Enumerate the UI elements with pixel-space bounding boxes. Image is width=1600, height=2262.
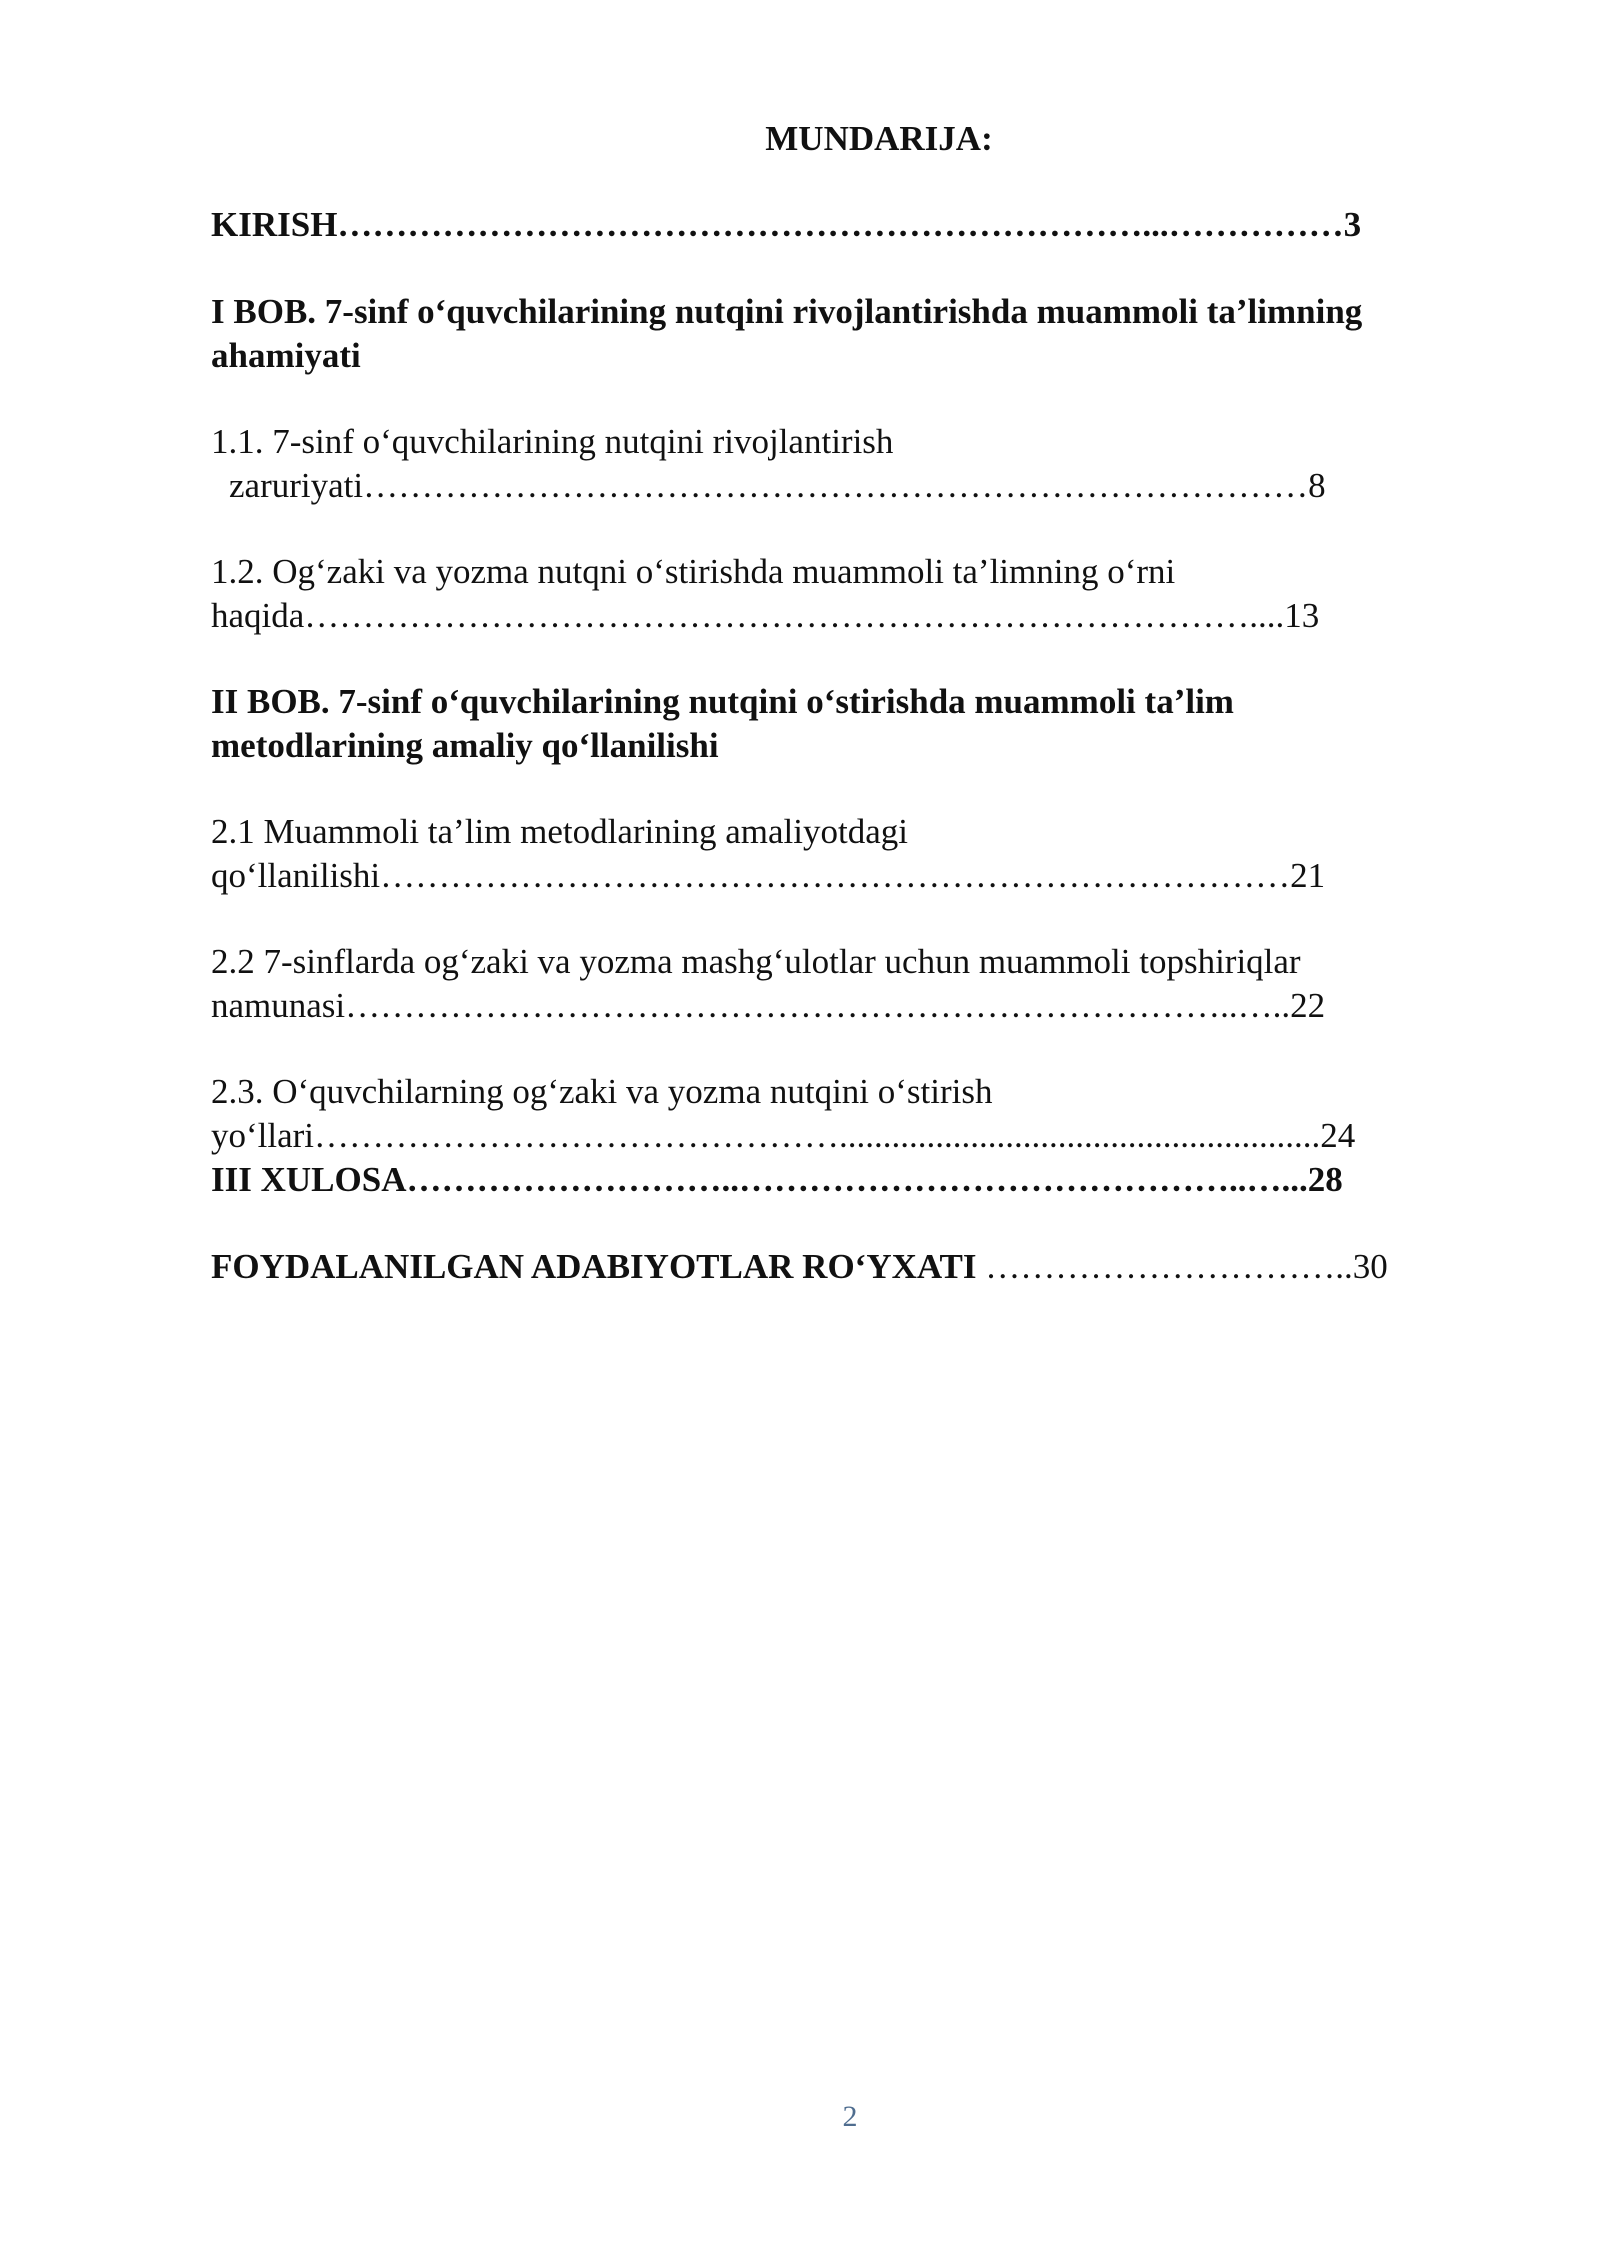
toc-entry-1-1-line2: zaruriyati………………………………………………………………………8 xyxy=(229,466,1326,505)
toc-entry-adabiyotlar[interactable] xyxy=(211,1245,1491,1289)
toc-entry-bob1-line1: I BOB. 7-sinf o‘quvchilarining nutqini rivojlantirishda muammoli ta’limning xyxy=(211,292,1363,331)
toc-entry-2-1[interactable] xyxy=(211,810,1491,898)
toc-entry-adabiyotlar-leader: …………………………..30 xyxy=(976,1247,1388,1286)
toc-entry-bob2-line1: II BOB. 7-sinf o‘quvchilarining nutqini o‘stirishda muammoli ta’lim xyxy=(211,682,1234,721)
toc-entry-bob1-line2: ahamiyati xyxy=(211,336,361,375)
toc-entry-2-2[interactable] xyxy=(211,940,1491,1028)
toc-title: MUNDARIJA: xyxy=(765,119,993,158)
toc-entry-xulosa[interactable] xyxy=(211,1158,1491,1202)
toc-entry-adabiyotlar-label: FOYDALANILGAN ADABIYOTLAR RO‘YXATI xyxy=(211,1247,977,1286)
toc-entry-2-2-line2: namunasi…………………………………………………………………..…..22 xyxy=(211,986,1326,1025)
toc-entry-2-2-line1: 2.2 7-sinflarda og‘zaki va yozma mashg‘ulotlar uchun muammoli topshiriqlar xyxy=(211,942,1301,981)
toc-entry-1-1[interactable] xyxy=(211,420,1491,508)
toc-entry-bob2-line2: metodlarining amaliy qo‘llanilishi xyxy=(211,726,719,765)
toc-entry-1-2[interactable] xyxy=(211,550,1491,638)
toc-entry-1-1-line1: 1.1. 7-sinf o‘quvchilarining nutqini rivojlantirish xyxy=(211,422,894,461)
toc-entry-2-1-line1: 2.1 Muammoli ta’lim metodlarining amaliyotdagi xyxy=(211,812,908,851)
toc-entry-xulosa-text: III XULOSA………………………..……………………………………..…...28 xyxy=(211,1160,1343,1199)
toc-entry-bob1[interactable] xyxy=(211,290,1491,378)
toc-entry-2-3[interactable] xyxy=(211,1070,1491,1158)
toc-entry-1-2-line1: 1.2. Og‘zaki va yozma nutqni o‘stirishda muammoli ta’limning o‘rni xyxy=(211,552,1176,591)
page-number: 2 xyxy=(842,2100,858,2133)
toc-entry-2-3-line1: 2.3. O‘quvchilarning og‘zaki va yozma nutqini o‘stirish xyxy=(211,1072,993,1111)
toc-entry-2-1-line2: qo‘llanilishi……………………………………………………………………21 xyxy=(211,856,1326,895)
toc-entry-2-3-line2: yo‘llari……………………………………….......................................................24 xyxy=(211,1116,1356,1155)
toc-entry-1-2-line2: haqida………………………………………………………………………....13 xyxy=(211,596,1320,635)
toc-entry-kirish[interactable] xyxy=(211,203,1491,247)
toc-entry-kirish-text: KIRISH……………………………………………………………...……………3 xyxy=(211,205,1362,244)
toc-entry-bob2[interactable] xyxy=(211,680,1491,768)
